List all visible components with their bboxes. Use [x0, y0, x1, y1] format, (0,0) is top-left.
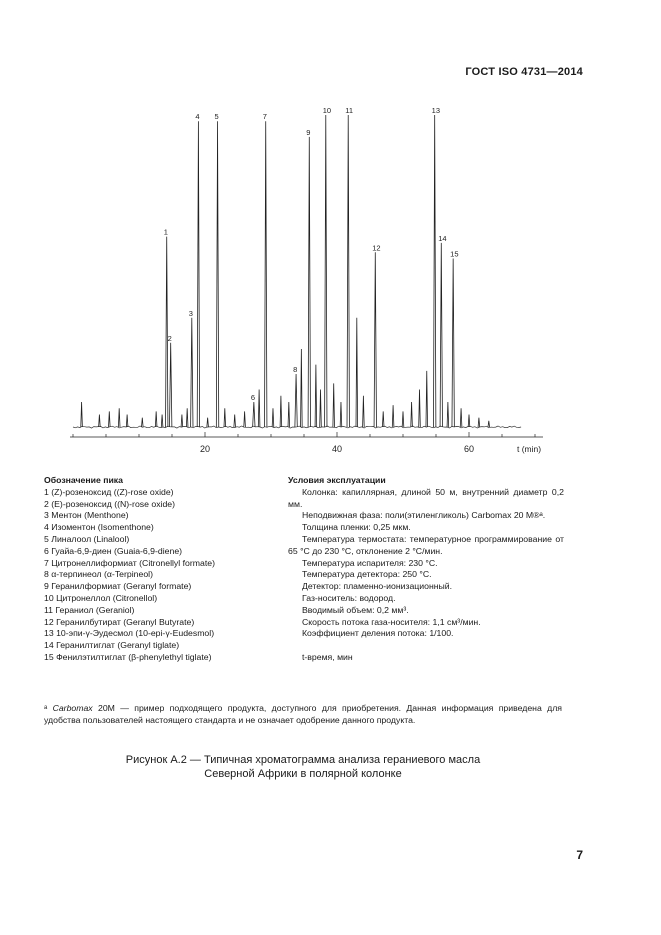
- peak-11: [347, 115, 349, 427]
- peak-legend: [44, 475, 284, 664]
- minor-peak: [234, 415, 236, 427]
- peak-14: [440, 243, 442, 427]
- minor-peak: [142, 418, 144, 427]
- condition-detector-temp: Температура детектора: 250 °С.: [302, 569, 432, 580]
- minor-peak: [411, 402, 413, 427]
- peak-label: 14: [438, 233, 447, 243]
- minor-peak: [356, 318, 358, 427]
- minor-peak: [426, 371, 428, 427]
- legend-item: 14 Геранилтиглат (Geranyl tiglate): [44, 640, 180, 651]
- minor-peak: [340, 402, 342, 427]
- condition-detector: Детектор: пламенно-ионизационный.: [302, 581, 453, 592]
- legend-item: 12 Геранилбутират (Geranyl Butyrate): [44, 616, 195, 627]
- operating-conditions: [288, 475, 564, 664]
- peak-12: [374, 252, 376, 427]
- peak-label: 13: [431, 106, 441, 115]
- minor-peak: [333, 383, 335, 427]
- minor-peak: [155, 411, 157, 427]
- minor-peak: [224, 408, 226, 427]
- legend-item: 10 Цитронеллол (Citronellol): [44, 592, 158, 603]
- legend-item: 8 α-терпинеол (α-Terpineol): [44, 569, 153, 580]
- condition-phase: Неподвижная фаза: поли(этиленгликоль) Carbomax 20 M®ᵃ.: [302, 510, 546, 521]
- minor-peak: [363, 396, 365, 427]
- legend-item: 5 Линалоол (Linalool): [44, 533, 130, 544]
- minor-peak: [419, 390, 421, 427]
- x-tick-label: 20: [200, 444, 211, 454]
- minor-peak: [392, 405, 394, 427]
- x-tick-label: 60: [464, 444, 475, 454]
- x-axis-label: t (min): [517, 444, 542, 454]
- page-number: 7: [576, 848, 583, 862]
- peak-label: 6: [250, 393, 256, 403]
- minor-peak: [447, 402, 449, 427]
- condition-column: Колонка: капиллярная, длиной 50 м, внутренний диаметр 0,2 мм.: [288, 486, 564, 509]
- peak-13: [433, 115, 435, 427]
- minor-peak: [468, 415, 470, 427]
- condition-volume: Вводимый объем: 0,2 мм³.: [302, 604, 409, 615]
- peak-label: 9: [306, 127, 311, 137]
- peak-label: 5: [214, 112, 219, 122]
- figure-caption: [44, 753, 562, 781]
- peak-label: 1: [163, 227, 168, 237]
- legend-item: 6 Гуайа-6,9-диен (Guaia-6,9-diene): [44, 545, 183, 556]
- peak-label: 12: [372, 243, 381, 253]
- peak-4: [197, 121, 199, 427]
- minor-peak: [161, 415, 163, 427]
- legend-item: 15 Фенилэтилтиглат (β-phenylethyl tiglate): [44, 651, 212, 662]
- peak-1: [166, 237, 168, 427]
- condition-carrier: Газ-носитель: водород.: [302, 592, 396, 603]
- legend-item: 2 (E)-розеноксид ((N)-rose oxide): [44, 498, 176, 509]
- x-tick-label: 40: [332, 444, 343, 454]
- peak-9: [308, 137, 310, 427]
- footnote: [44, 703, 562, 727]
- minor-peak: [109, 411, 111, 427]
- peak-6: [253, 402, 255, 427]
- condition-flow: Скорость потока газа-носителя: 1,1 см³/мин.: [302, 616, 481, 627]
- peak-label: 8: [293, 364, 298, 374]
- minor-peak: [488, 421, 490, 427]
- minor-peak: [118, 408, 120, 427]
- footnote-product: Carbomax: [52, 703, 93, 713]
- minor-peak: [402, 411, 404, 427]
- minor-peak: [207, 418, 209, 427]
- minor-peak: [301, 349, 303, 427]
- document-id: ГОСТ ISO 4731—2014: [465, 66, 583, 78]
- peak-7: [265, 121, 267, 427]
- footnote-text: 20М — пример подходящего продукта, доступного для приобретения. Данная информация приведена для удобства пользователей настоящего стандарта и не означает одобрение данного продукта.: [44, 703, 562, 725]
- peak-8: [295, 374, 297, 427]
- minor-peak: [258, 390, 260, 427]
- peak-15: [452, 259, 454, 427]
- minor-peak: [126, 415, 128, 427]
- condition-split: Коэффициент деления потока: 1/100.: [302, 628, 454, 639]
- minor-peak: [382, 411, 384, 427]
- peak-label: 2: [167, 333, 172, 343]
- peak-label: 7: [262, 112, 267, 122]
- caption-line-1: Рисунок А.2 — Типичная хроматограмма анализа гераниевого масла: [125, 754, 481, 766]
- legend-item: 4 Изоментон (Isomenthone): [44, 522, 154, 533]
- legend-item: 9 Геранилформиат (Geranyl formate): [44, 581, 192, 592]
- caption-line-2: Северной Африки в полярной колонке: [204, 768, 402, 780]
- legend-item: 3 Ментон (Menthone): [44, 510, 129, 521]
- minor-peak: [244, 411, 246, 427]
- chromatogram: [55, 100, 555, 460]
- minor-peak: [280, 396, 282, 427]
- legend-title: Обозначение пика: [44, 475, 123, 485]
- conditions-title: Условия эксплуатации: [288, 475, 386, 485]
- condition-film: Толщина пленки: 0,25 мкм.: [302, 522, 411, 533]
- footnote-mark: ᵃ: [44, 703, 48, 713]
- peak-label: 15: [450, 249, 459, 259]
- minor-peak: [288, 402, 290, 427]
- minor-peak: [320, 390, 322, 427]
- peak-label: 4: [195, 112, 200, 122]
- minor-peak: [315, 365, 317, 427]
- peak-5: [216, 121, 218, 427]
- peak-3: [191, 318, 193, 427]
- peak-10: [325, 115, 327, 427]
- minor-peak: [186, 408, 188, 427]
- peak-label: 10: [322, 106, 332, 115]
- legend-item: 13 10-эпи-γ-Эудесмол (10-epi-γ-Eudesmol): [44, 628, 215, 639]
- minor-peak: [181, 415, 183, 427]
- condition-oven: Температура термостата: температурное программирование от 65 °С до 230 °С, отклонение 2 °С/мин.: [288, 533, 564, 556]
- minor-peak: [99, 415, 101, 427]
- legend-item: 7 Цитронеллиформиат (Citronellyl formate): [44, 557, 215, 568]
- minor-peak: [478, 418, 480, 427]
- legend-item: 11 Гераниол (Geraniol): [44, 604, 135, 615]
- peak-label: 3: [188, 308, 193, 318]
- minor-peak: [272, 408, 274, 427]
- peak-2: [169, 343, 171, 427]
- time-note: t-время, мин: [302, 651, 353, 662]
- legend-item: 1 (Z)-розеноксид ((Z)-rose oxide): [44, 486, 174, 497]
- condition-injector: Температура испарителя: 230 °С.: [302, 557, 438, 568]
- peak-label: 11: [345, 106, 354, 115]
- minor-peak: [460, 408, 462, 427]
- minor-peak: [81, 402, 83, 427]
